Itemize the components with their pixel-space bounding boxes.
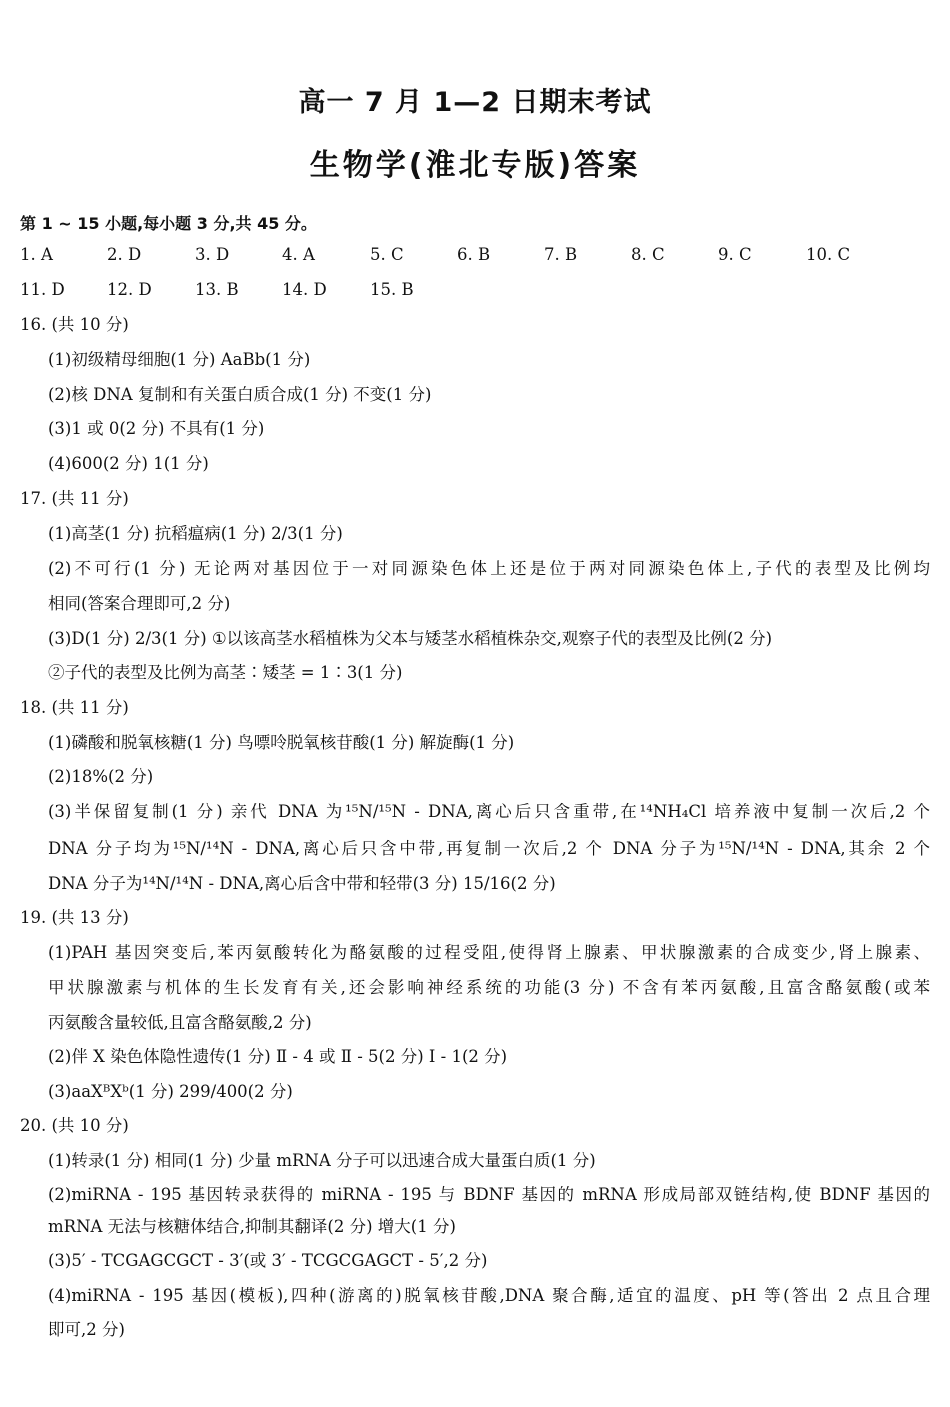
answer-line: 丙氨酸含量较低,且富含酪氨酸,2 分) [48,1013,312,1032]
answer-line: (1)高茎(1 分) 抗稻瘟病(1 分) 2/3(1 分) [48,524,343,543]
answer-line: 甲状腺激素与机体的生长发育有关,还会影响神经系统的功能(3 分) 不含有苯丙氨酸,且富含酪氨酸(或苯 [48,978,930,997]
mc-answer: 8. C [631,245,665,264]
mc-answer: 5. C [370,245,404,264]
answer-line: (3)1 或 0(2 分) 不具有(1 分) [48,419,265,438]
answer-line: (1)初级精母细胞(1 分) AaBb(1 分) [48,350,311,369]
mc-answer: 6. B [457,245,491,264]
answer-line: (2)核 DNA 复制和有关蛋白质合成(1 分) 不变(1 分) [48,385,432,404]
mc-answer: 12. D [107,280,152,299]
question-20-heading: 20. (共 10 分) [20,1116,129,1135]
question-19-heading: 19. (共 13 分) [20,908,129,927]
mc-instructions: 第 1 ~ 15 小题,每小题 3 分,共 45 分。 [20,214,317,233]
mc-answer: 1. A [20,245,53,264]
answer-line: mRNA 无法与核糖体结合,抑制其翻译(2 分) 增大(1 分) [48,1217,456,1236]
mc-answer: 14. D [282,280,327,299]
mc-answer: 13. B [195,280,239,299]
question-16-heading: 16. (共 10 分) [20,315,129,334]
answer-line: (2)miRNA - 195 基因转录获得的 miRNA - 195 与 BDNF 基因的 mRNA 形成局部双链结构,使 BDNF 基因的 [48,1185,930,1204]
answer-line: (2)伴 X 染色体隐性遗传(1 分) Ⅱ - 4 或 Ⅱ - 5(2 分) Ⅰ - 1(2 分) [48,1047,508,1066]
answer-line: (3)aaXᴮXᵇ(1 分) 299/400(2 分) [48,1082,293,1101]
mc-answer: 7. B [544,245,578,264]
mc-answer: 4. A [282,245,315,264]
answer-line: 即可,2 分) [48,1320,125,1339]
mc-answer: 2. D [107,245,142,264]
answer-line: (4)miRNA - 195 基因(模板),四种(游离的)脱氧核苷酸,DNA 聚合酶,适宜的温度、pH 等(答出 2 点且合理 [48,1286,930,1305]
answer-line: (3)半保留复制(1 分) 亲代 DNA 为¹⁵N/¹⁵N - DNA,离心后只含重带,在¹⁴NH₄Cl 培养液中复制一次后,2 个 [48,802,930,821]
mc-answer: 11. D [20,280,65,299]
answer-line: (3)5′ - TCGAGCGCT - 3′(或 3′ - TCGCGAGCT - 5′,2 分) [48,1251,488,1270]
question-17-heading: 17. (共 11 分) [20,489,129,508]
answer-line: 相同(答案合理即可,2 分) [48,594,231,613]
exam-title: 高一 7 月 1—2 日期末考试 [298,87,652,118]
question-18-heading: 18. (共 11 分) [20,698,129,717]
answer-line: DNA 分子为¹⁴N/¹⁴N - DNA,离心后含中带和轻带(3 分) 15/16(2 分) [48,874,556,893]
mc-answer: 15. B [370,280,414,299]
answer-line: (1)PAH 基因突变后,苯丙氨酸转化为酪氨酸的过程受阻,使得肾上腺素、甲状腺激素的合成变少,肾上腺素、 [48,943,930,962]
answer-key-title: 生物学(淮北专版)答案 [309,148,641,183]
answer-line: (2)18%(2 分) [48,767,154,786]
answer-line: ②子代的表型及比例为高茎∶矮茎 = 1∶3(1 分) [48,663,403,682]
mc-answer: 10. C [806,245,851,264]
answer-line: (1)磷酸和脱氧核糖(1 分) 鸟嘌呤脱氧核苷酸(1 分) 解旋酶(1 分) [48,733,515,752]
answer-line: (4)600(2 分) 1(1 分) [48,454,209,473]
answer-line: (1)转录(1 分) 相同(1 分) 少量 mRNA 分子可以迅速合成大量蛋白质(1 分) [48,1151,596,1170]
mc-answer: 3. D [195,245,230,264]
answer-line: (2)不可行(1 分) 无论两对基因位于一对同源染色体上还是位于两对同源染色体上,子代的表型及比例均 [48,559,930,578]
mc-answer: 9. C [718,245,752,264]
answer-line: (3)D(1 分) 2/3(1 分) ①以该高茎水稻植株为父本与矮茎水稻植株杂交,观察子代的表型及比例(2 分) [48,629,773,648]
answer-line: DNA 分子均为¹⁵N/¹⁴N - DNA,离心后只含中带,再复制一次后,2 个 DNA 分子为¹⁵N/¹⁴N - DNA,其余 2 个 [48,839,930,858]
